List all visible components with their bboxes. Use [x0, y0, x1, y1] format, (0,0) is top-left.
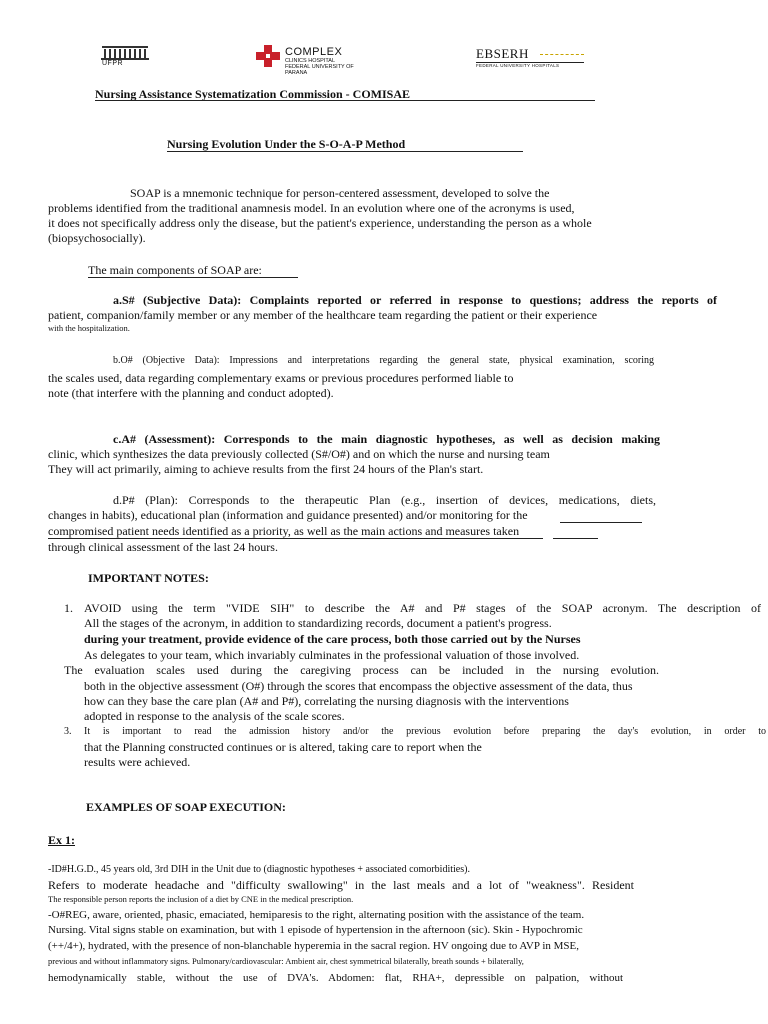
objective-line-3: note (that interfere with the planning and conduct adopted).: [48, 386, 334, 400]
examples-heading: EXAMPLES OF SOAP EXECUTION:: [86, 800, 286, 814]
subjective-line-1: a.S# (Subjective Data): Complaints reported or referred in response to questions; address the reports of: [113, 293, 717, 307]
components-heading: The main components of SOAP are:: [88, 263, 262, 277]
example-1-label: Ex 1:: [48, 833, 75, 847]
example-line-2: Refers to moderate headache and "difficulty swallowing" in the last meals and a lot of "weakness". Resident: [48, 878, 634, 892]
note-3-number: 3.: [64, 726, 72, 737]
example-line-6: (++/4+), hydrated, with the presence of non-blanchable hyperemia in the sacral region. HV ongoing due to AVP in MSE,: [48, 940, 580, 952]
assessment-line-2: clinic, which synthesizes the data previously collected (S#/O#) and on which the nurse and nursing team: [48, 447, 550, 461]
components-underline: [88, 277, 298, 278]
ebserh-rule: [540, 54, 584, 55]
red-cross-icon: [255, 44, 281, 68]
subjective-line-2: patient, companion/family member or any member of the healthcare team regarding the patient or their experience: [48, 308, 598, 322]
example-line-3: The responsible person reports the inclusion of a diet by CNE in the medical prescription.: [48, 894, 354, 904]
example-line-5: Nursing. Vital signs stable on examination, but with 1 episode of hypertension in the afternoon (sic). Skin - Hypochromic: [48, 924, 583, 936]
plan-line-3: compromised patient needs identified as a priority, as well as the main actions and measures taken: [48, 524, 520, 538]
ufpr-logo: [100, 44, 150, 68]
plan-line-1: d.P# (Plan): Corresponds to the therapeutic Plan (e.g., insertion of devices, medications, diets,: [113, 493, 656, 507]
notes-heading: IMPORTANT NOTES:: [88, 571, 209, 585]
note-1-number: 1.: [64, 601, 73, 615]
note-3-line-1: It is important to read the admission history and/or the previous evolution before preparing the day's evolution, in order to: [84, 726, 766, 737]
example-line-8: hemodynamically stable, without the use of DVA's. Abdomen: flat, RHA+, depressible on palpation, without: [48, 972, 623, 984]
title-underline: [167, 151, 523, 152]
page-title: Nursing Evolution Under the S-O-A-P Method: [167, 137, 406, 151]
ebserh-title: EBSERH: [476, 46, 529, 61]
example-line-7: previous and without inflammatory signs. Pulmonary/cardiovascular: Ambient air, chest symmetrical bilaterally, breath sounds + bilaterally,: [48, 956, 524, 966]
chc-title: COMPLEX: [285, 46, 343, 58]
assessment-line-3: They will act primarily, aiming to achieve results from the first 24 hours of the Plan's start.: [48, 462, 484, 476]
assessment-line-1: c.A# (Assessment): Corresponds to the main diagnostic hypotheses, as well as decision making: [113, 432, 660, 446]
note-1-line-2: All the stages of the acronym, in addition to standardizing records, document a patient's progress.: [84, 616, 552, 630]
plan-line-3-underline: [48, 538, 543, 539]
note-3-line-2: that the Planning constructed continues or is altered, taking care to report when the: [84, 740, 482, 754]
example-line-1: -ID#H.G.D., 45 years old, 3rd DIH in the Unit due to (diagnostic hypotheses + associated comorbidities).: [48, 864, 470, 875]
note-2-line-4: adopted in response to the analysis of the scale scores.: [84, 709, 345, 723]
chc-subtitle-1: CLINICS HOSPITAL: [285, 58, 336, 64]
commission-heading: Nursing Assistance Systematization Commission - COMISAE: [95, 87, 411, 101]
intro-line-1: SOAP is a mnemonic technique for person-centered assessment, developed to solve the: [130, 186, 550, 200]
commission-underline: [95, 100, 595, 101]
note-1-line-3: during your treatment, provide evidence of the care process, both those carried out by the Nurses: [84, 632, 581, 646]
objective-line-2: the scales used, data regarding complementary exams or previous procedures performed liable to: [48, 371, 514, 385]
note-2-line-1: The evaluation scales used during the caregiving process can be included in the nursing evolution.: [64, 663, 659, 677]
note-2-line-3: how can they base the care plan (A# and P#), correlating the nursing diagnosis with the interventions: [84, 694, 569, 708]
intro-line-4: (biopsychosocially).: [48, 231, 146, 245]
ufpr-label: UFPR: [102, 60, 124, 67]
plan-line-2: changes in habits), educational plan (information and guidance presented) and/or monitoring for the: [48, 508, 528, 522]
ebserh-logo: [476, 44, 586, 70]
note-1-line-4: As delegates to your team, which invariably culminates in the professional valuation of those involved.: [84, 648, 580, 662]
chc-subtitle: [285, 58, 375, 76]
chc-subtitle-2: FEDERAL UNIVERSITY OF PARANA: [285, 64, 354, 76]
example-line-4: -O#REG, aware, oriented, phasic, emaciated, hemiparesis to the right, alternating position with the assistance of the team.: [48, 909, 585, 921]
subjective-line-3: with the hospitalization.: [48, 323, 130, 333]
ebserh-subtitle: FEDERAL UNIVERSITY HOSPITALS: [476, 63, 560, 68]
plan-line-3-underline-2: [553, 538, 598, 539]
note-2-line-2: both in the objective assessment (O#) through the scores that encompass the objective assessment of the data, thus: [84, 679, 633, 693]
intro-line-2: problems identified from the traditional anamnesis model. In an evolution where one of the acronyms is used,: [48, 201, 575, 215]
chc-logo: [255, 44, 375, 76]
objective-line-1: b.O# (Objective Data): Impressions and interpretations regarding the general state, physical examination, scoring: [113, 355, 654, 366]
ufpr-building-icon: [100, 44, 150, 60]
plan-line-4: through clinical assessment of the last 24 hours.: [48, 540, 278, 554]
note-1-line-1: AVOID using the term "VIDE SIH" to describe the A# and P# stages of the SOAP acronym. The description of: [84, 601, 761, 615]
intro-line-3: it does not specifically address only the disease, but the patient's experience, understanding the person as a whole: [48, 216, 592, 230]
note-3-line-3: results were achieved.: [84, 755, 191, 769]
plan-line-2-underline: [560, 522, 642, 523]
